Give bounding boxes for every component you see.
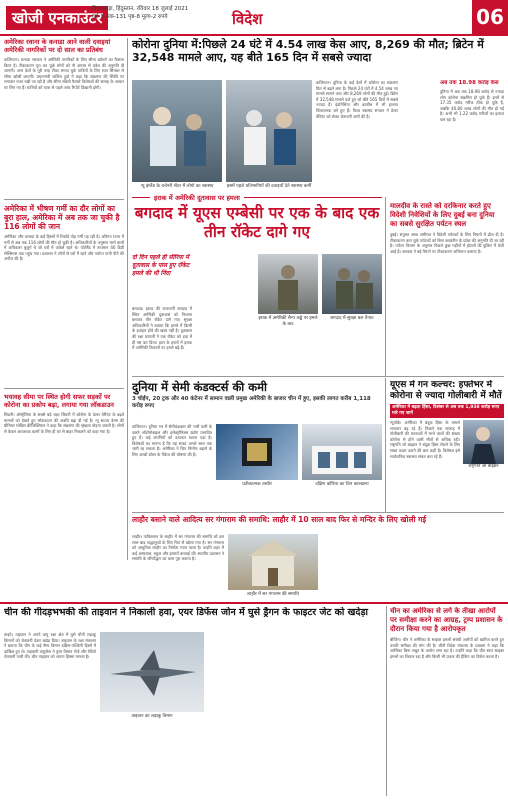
page-number: 06 (472, 0, 508, 34)
article-headline: चीन की गीदड़भभकी की ताइवान ने निकाली हवा, एयर डिफेंस जोन में घुसे ड्रैगन के फाइटर जेट को खदेड़ा (4, 607, 368, 618)
photo-caption: इसमें पहले प्रतिभागियों की दवाइयाँ देते स्वास्थ्य कर्मी (226, 184, 312, 189)
photo-biden (463, 420, 504, 464)
china-article (390, 607, 504, 797)
article-body-continued (196, 254, 254, 372)
article-body: ताइपे। ताइवान ने अपने वायु रक्षा क्षेत्र में घुसे चीनी लड़ाकू विमानों को चेतावनी देकर खदेड़ दिया। ताइवान के रक्षा मंत्रालय ने बताया कि चीन के कई सैन्य विमान दक्षिण-पश्चिमी हिस्से में दाखिल हुए थे। ताइवानी वायुसेना ने तुरंत विमान भेजे और रेडियो चेतावनी जारी की। चीन ताइवान को अपना हिस्सा मानता है। (4, 632, 96, 660)
article-body-continued (402, 80, 436, 198)
article-body: वाशिंगटन। दुनिया के कई देशों में कोरोना का संक्रमण फिर से बढ़ने लगा है। पिछले 24 घंटों में 4.54 लाख नए मामले सामने आए और 8,269 लोगों की मौत हुई। ब्रिटेन में 32,548 मामले दर्ज हुए जो बीते 165 दिनों में सबसे ज्यादा हैं। इंडोनेशिया और ब्राजील में भी हालात चिंताजनक बने हुए हैं। विश्व स्वास्थ्य संगठन ने डेल्टा वेरिएंट को लेकर चेतावनी जारी की है। (316, 80, 398, 119)
lahore-headline-block (132, 515, 504, 533)
article-body: बगदाद। इराक की राजधानी बगदाद में स्थित अमेरिकी दूतावास को निशाना बनाकर तीन रॉकेट दागे गए। सुरक्षा अधिकारियों ने बताया कि हमले में किसी के हताहत होने की खबर नहीं है। दूतावास की रक्षा प्रणाली ने एक रॉकेट को हवा में ही नष्ट कर दिया। हाल के हफ्तों में इराक में अमेरिकी ठिकानों पर हमले बढ़े हैं। (132, 306, 192, 351)
article-body: वाशिंगटन। दुनिया भर में सेमीकंडक्टर की भारी कमी के चलते ऑटोमोबाइल और इलेक्ट्रॉनिक्स उद्योग प्रभावित हुए हैं। कई कंपनियों को उत्पादन घटाना पड़ा है। विशेषज्ञों का मानना है कि यह संकट अगले साल तक जारी रह सकता है। अमेरिका ने चिप निर्माण बढ़ाने के लिए अरबों डॉलर के पैकेज की घोषणा की है। (132, 424, 212, 457)
factory-illustration (302, 424, 382, 480)
stats-box (440, 80, 504, 198)
article-body-continued (322, 534, 410, 600)
box-title: अब तक 18.98 करोड़ केस (440, 80, 499, 86)
article-body: दुबई। संयुक्त अरब अमीरात ने विदेशी पर्यटकों के लिए नियमों में ढील दी है। टीकाकरण करा चुके पर्यटकों को बिना क्वारंटीन के प्रवेश की अनुमति दी जा रही है। पर्यटन विभाग के अनुसार पिछले कुछ महीनों में होटलों की बुकिंग में तेजी आई है। सरकार ने बड़े पैमाने पर टीकाकरण अभियान चलाया है। (390, 232, 504, 254)
photo-caption: लाहौर में सर गंगाराम की समाधि (247, 592, 299, 597)
left-column (4, 38, 124, 560)
article-body: लाहौर। पाकिस्तान के लाहौर में सर गंगाराम की समाधि को दस साल बाद श्रद्धालुओं के लिए फिर से खोला गया है। सर गंगाराम को आधुनिक लाहौर का निर्माता माना जाता है। उन्होंने शहर में कई अस्पताल, स्कूल और इमारतें बनवाई थीं। स्थानीय प्रशासन ने समाधि के जीर्णोद्धार का काम पूरा कराया है। (132, 534, 224, 562)
article-body-continued (100, 724, 204, 796)
article-body: अमेरिका और कनाडा के कई हिस्सों में रिकॉर्ड तोड़ गर्मी पड़ रही है। ओरेगन राज्य में गर्मी से अब तक 116 लोगों की मौत हो चुकी है। अधिकारियों के अनुसार मरने वालों में अधिकतर बुजुर्ग थे जो घरों में अकेले रहते थे। पोर्टलैंड में तापमान 46 डिग्री सेल्सियस तक पहुंच गया। प्रशासन ने लोगों से घरों में रहने और पर्याप्त पानी पीने की अपील की है। (4, 234, 124, 262)
photo-caption: इराक में अमेरिकी सैन्य अड्डे पर हमले के बाद (258, 316, 318, 327)
article-subhead: 3 चोईप, 20 ट्रक और 40 कंटेनर में सामान वाली प्रमुख अमेरिकी के बाजार चीन में हुए, इसकी लागत करीब 1,118 करोड़ रुपए (132, 396, 371, 409)
photo-caption: राष्ट्रपति जो बाइडन (468, 464, 499, 469)
dubai-article (390, 202, 504, 377)
soldier-illustration (322, 254, 382, 314)
article-headline: अमेरिका रवाना के कनाडा आने वाली दवाइयां अमेरिकी नागरिकों पर दो साल का प्रतिबंध (4, 38, 111, 54)
article-headline: कोरोना दुनिया में:पिछले 24 घंटे में 4.54 लाख केस आए, 8,269 की मौत; ब्रिटेन में 32,548 मामले आए, यह बीते 165 दिन में सबसे ज्यादा (132, 38, 484, 64)
photo-chip (216, 424, 298, 480)
article-headline: भयावह सीमा पर स्थित होगी सफर सड़कों पर कोरोना का प्रकोप बढ़ा, लगाया गया लॉकडाउन (4, 393, 114, 409)
people-illustration (226, 80, 312, 182)
newspaper-logo: खोजी एनकाउंटर (6, 6, 108, 30)
article-headline: मालदीव के रास्ते को दरकिनार करते हुए विदेशी निवेशियों के लिए दुबई बना दुनिया का सबसे सुरक्षित पर्यटन स्थल (390, 202, 495, 228)
photo-fighter-jet (100, 632, 204, 712)
people-illustration (132, 80, 222, 182)
article-body: बीजिंग। चीन ने अमेरिका के साइबर हमलों संबंधी आरोपों को खारिज करते हुए उनकी समीक्षा की मांग की है। चीनी विदेश मंत्रालय के प्रवक्ता ने कहा कि अमेरिका बिना सबूत के आरोप लगा रहा है। उन्होंने कहा कि चीन स्वयं साइबर हमलों का शिकार रहा है और किसी भी प्रकार की हैकिंग का विरोध करता है। (390, 637, 504, 659)
article-headline: यूएस में गन कल्चर: हफ्तेभर में कोरोना से ज्यादा गोलीबारी में मौतें (390, 380, 502, 401)
gun-article (390, 380, 504, 512)
soldier-illustration (258, 254, 318, 314)
article-headline: दुनिया में सेमी कंडक्टर्स की कमी (132, 380, 267, 394)
section-kicker: इराक में अमेरिकी दूतावास पर हमला (150, 193, 244, 202)
article-headline: बगदाद में यूएस एम्बेसी पर एक के बाद एक तीन रॉकेट दागे गए (134, 204, 380, 241)
chips-headline-block (132, 380, 382, 422)
article-headline: चीन का अमेरिका से लगे के तीखा आरोपों पर समीक्षा करने का आग्रह, ट्रम्प प्रशासन के दौरान किया गया है आरोपकृत (390, 607, 503, 633)
section-title: विदेश (232, 10, 263, 28)
article-body: सिडनी। ऑस्ट्रेलिया के सबसे बड़े शहर सिडनी में कोरोना के डेल्टा वेरिएंट के बढ़ते मामलों को देखते हुए लॉकडाउन की अवधि बढ़ा दी गई है। न्यू साउथ वेल्स की प्रीमियर ग्लेडिस बेरेजिक्लियन ने कहा कि संक्रमण की श्रृंखला तोड़ना जरूरी है। लोगों से केवल आवश्यक कामों के लिए ही घर से बाहर निकलने को कहा गया है। (4, 412, 124, 434)
box-body: दुनिया में अब तक 18.98 करोड़ से ज्यादा लोग कोरोना संक्रमित हो चुके हैं। इनमें से 17.35 करोड़ मरीज ठीक हो चुके हैं, जबकि 40.80 लाख लोगों की मौत हो गई है। अभी भी 1.22 करोड़ मरीजों का इलाज चल रहा है। (440, 89, 504, 122)
pullquote: दो दिन पहले ही सीरिया में दूतावास के पास हुए रॉकेट हमले की थी निंदा (132, 254, 190, 277)
edition-meta: वर्ष-3 अंक-131 पृष्ठ-8 मूल्य-2 रुपये (92, 14, 168, 20)
photo-health-workers (226, 80, 312, 182)
photo-caption: न्यू इंग्लैंड के चर्चनरी सेंटर में लोगो का स्वास्थ्य (140, 184, 214, 189)
photo-caption: दक्षिण कोरिया का चिप कारखाना (315, 482, 369, 487)
article-body-continued (208, 632, 292, 796)
person-illustration (463, 420, 504, 464)
article-body-continued (414, 534, 504, 600)
photo-caption: ताइवान का लड़ाकू विमान (131, 714, 173, 719)
highlight-bar: अमेरिका में बढ़ता हिंसा, दिसंबर से अब तक 1,938 करोड़ रुपए मारे गए जानें (390, 404, 504, 418)
iraq-headline-block (132, 204, 382, 250)
jet-illustration (100, 632, 204, 712)
photo-embassy-attack (258, 254, 318, 314)
masthead (0, 0, 508, 36)
photo-factory (302, 424, 382, 480)
edition-date: विजयवाड़ा, हिंदुस्तान, रविवार 18 जुलाई 2021 (92, 6, 189, 12)
photo-vaccination (132, 80, 222, 182)
photo-samadhi (228, 534, 318, 590)
article-body-continued (216, 490, 382, 510)
edition-info (92, 5, 188, 21)
photo-security-forces (322, 254, 382, 314)
article-body: वाशिंगटन। कनाडा सरकार ने अमेरिकी नागरिकों के लिए सीमा खोलने का फैसला किया है। टीकाकरण पूरा कर चुके लोगों को नौ अगस्त से प्रवेश की अनुमति दी जाएगी। अन्य देशों के पूरी तरह टीका लगवा चुके यात्रियों के लिए सात सितंबर से सीमा खोली जाएगी। प्रधानमंत्री जस्टिन ट्रूडो ने कहा कि संक्रमण की स्थिति पर लगातार नजर रखी जा रही है और सीमा संबंधी फैसले विशेषज्ञों की सलाह के आधार पर लिए गए हैं। यात्रियों को यात्रा से पहले जांच रिपोर्ट दिखानी होगी। (4, 57, 124, 90)
article-body: न्यूयॉर्क। अमेरिका में बंदूक हिंसा के मामले लगातार बढ़ रहे हैं। पिछले एक सप्ताह में गोलीबारी की घटनाओं में मरने वालों की संख्या कोरोना से होने वाली मौतों से अधिक रही। राष्ट्रपति जो बाइडन ने बंदूक हिंसा रोकने के लिए सख्त कदम उठाने की बात कही है। विशेषज्ञ इसे सार्वजनिक स्वास्थ्य संकट बता रहे हैं। (390, 420, 460, 459)
article-body-continued (296, 632, 382, 796)
taiwan-headline-block (4, 607, 382, 627)
chip-illustration (216, 424, 298, 480)
corona-banner (132, 38, 502, 74)
building-illustration (228, 534, 318, 590)
photo-caption: प्रतीकात्मक तस्वीर (242, 482, 272, 487)
photo-caption: बगदाद में सुरक्षा बल तैनात (330, 316, 374, 321)
article-headline: लाहौर बसाने वाले आदित्य सर गंगाराम की समाधि: लाहौर में 10 साल बाद फिर से मन्दिर के लिए खोली गई (132, 515, 427, 524)
article-headline: अमेरिका में भीषण गर्मी का दौर लोगों का बुरा हाल, अमेरिका में अब तक जा चुकी है 116 लोगों की जान (4, 204, 120, 231)
